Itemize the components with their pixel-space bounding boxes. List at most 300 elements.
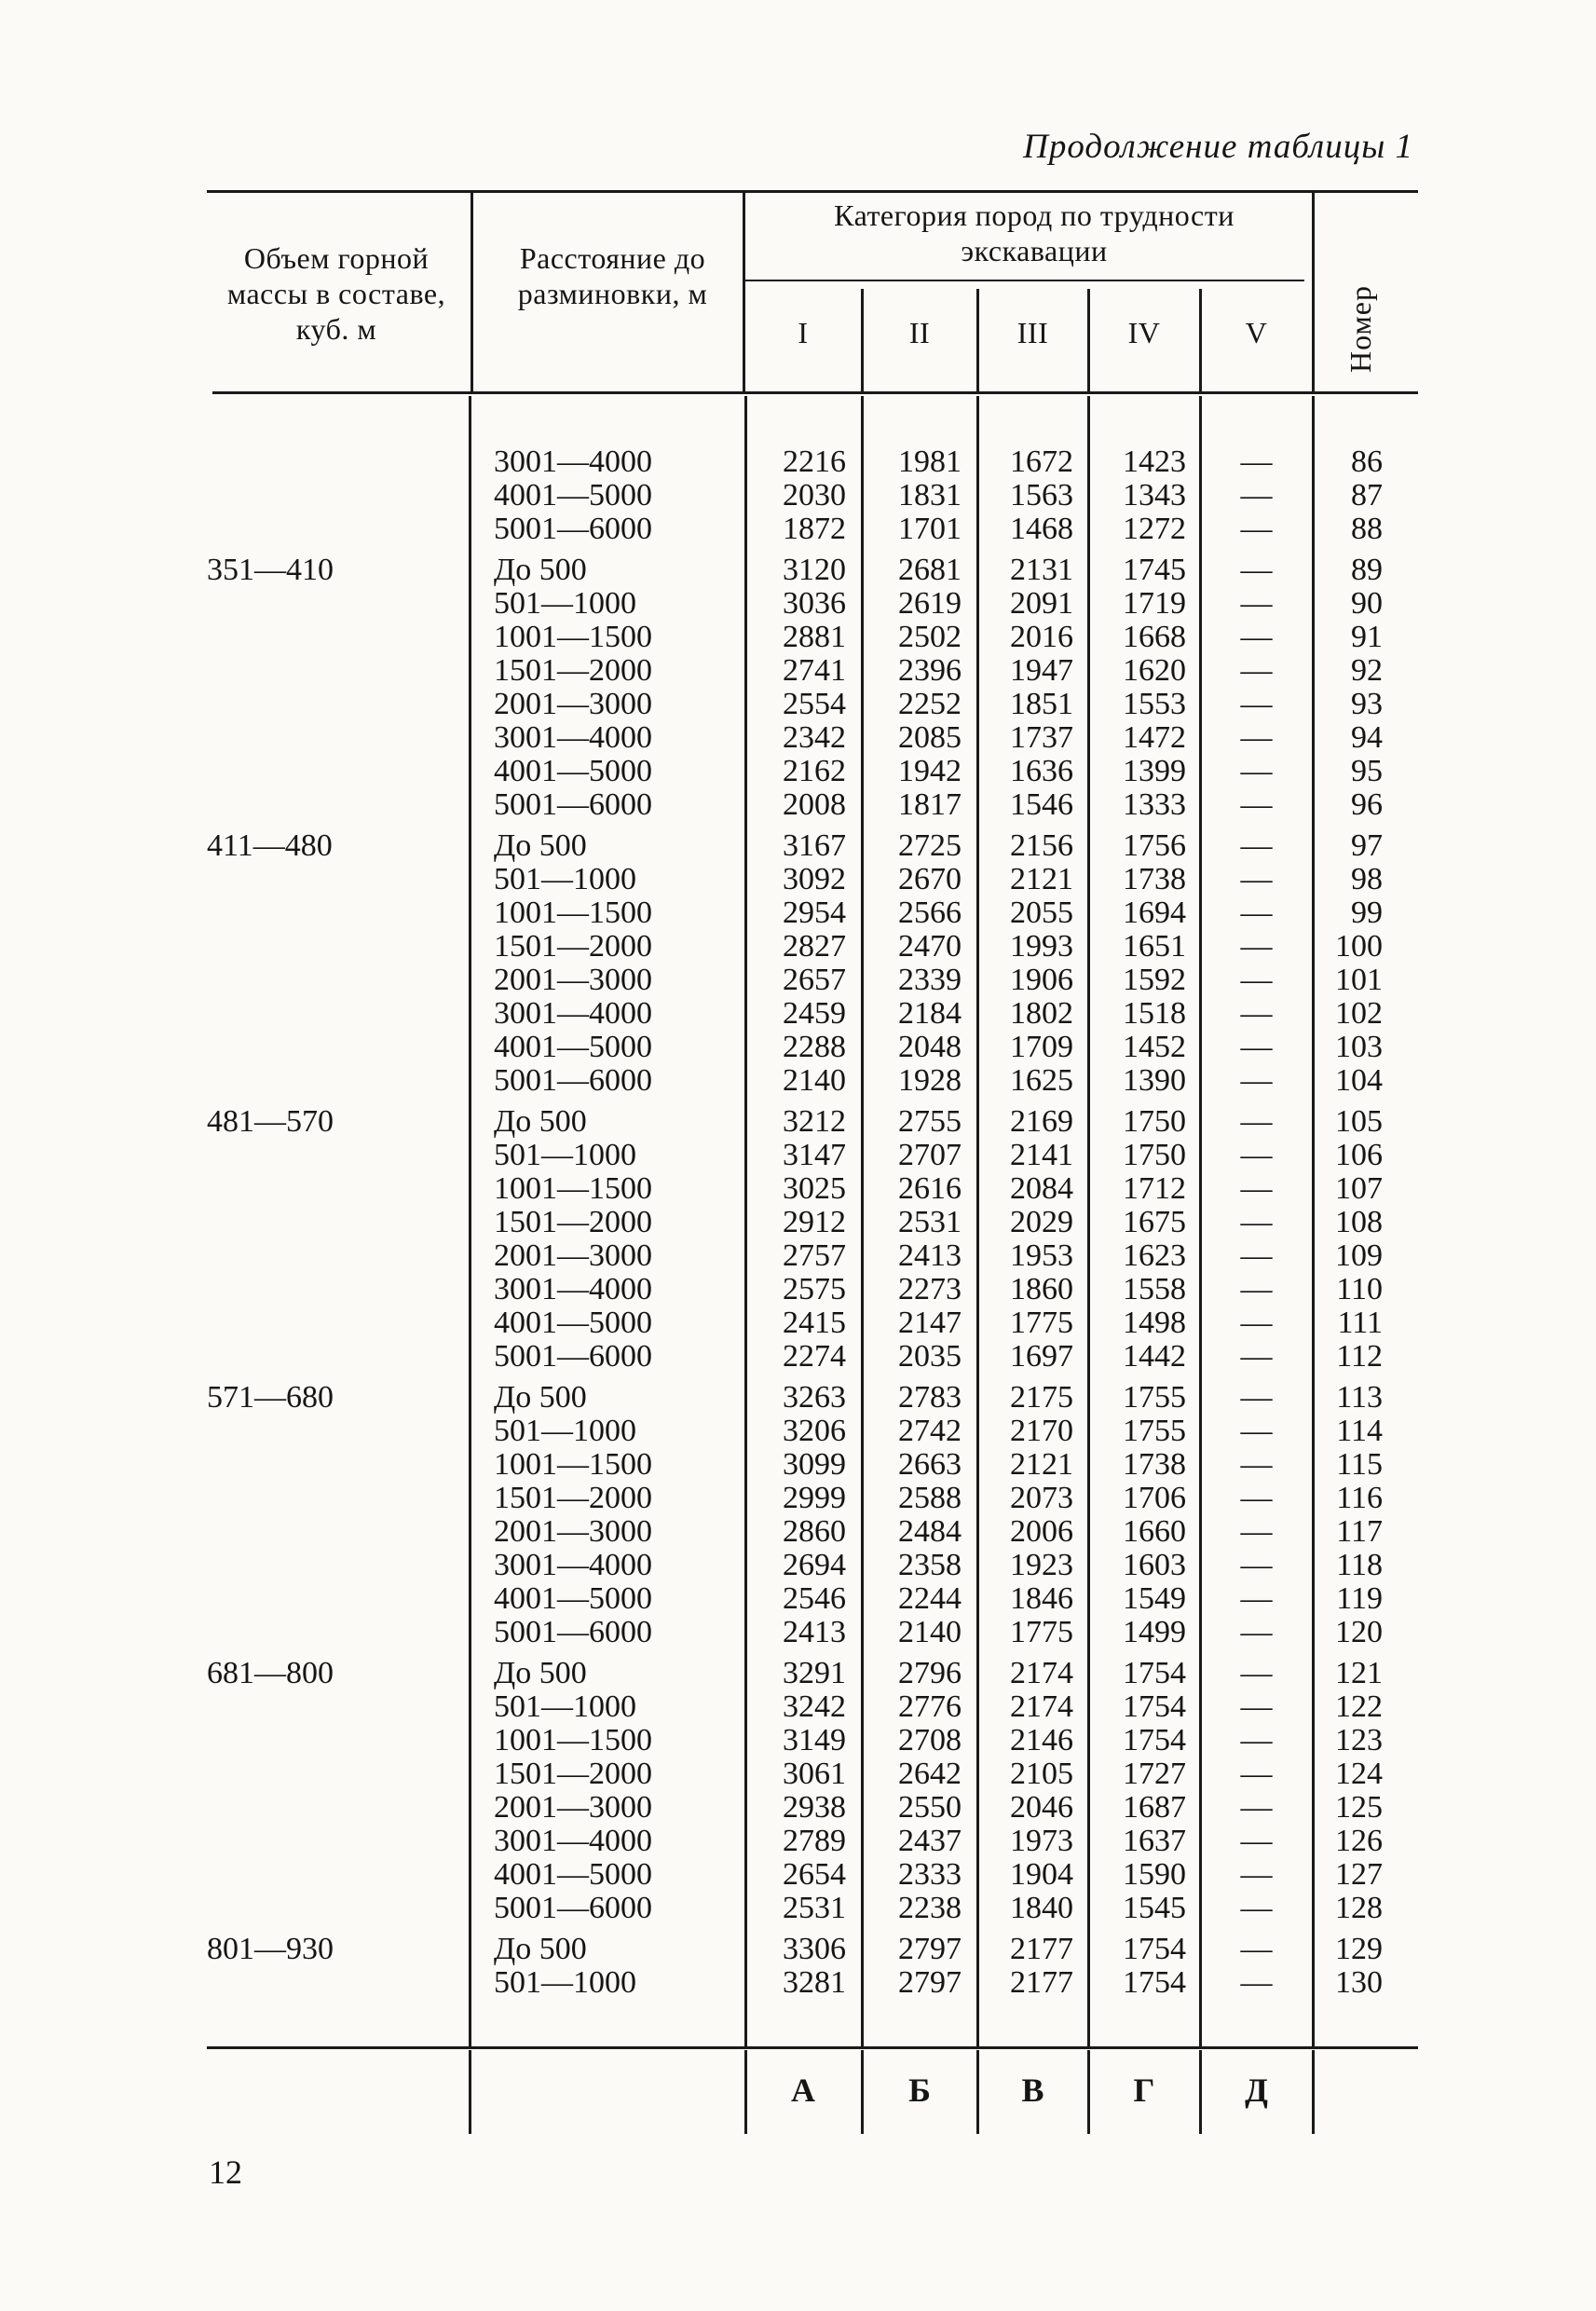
category-2-cell: 1942 xyxy=(898,754,962,788)
distance-cell: 2001—3000 xyxy=(494,1514,652,1549)
category-3-cell: 1906 xyxy=(1010,963,1073,997)
header-bottom-rule xyxy=(212,391,1418,394)
category-rule xyxy=(745,280,1304,281)
category-2-cell: 2681 xyxy=(898,553,962,587)
number-cell: 110 xyxy=(1336,1272,1383,1306)
category-5-cell: — xyxy=(1240,862,1273,896)
category-4-cell: 1754 xyxy=(1123,1932,1186,1966)
category-1-cell: 2162 xyxy=(783,754,846,788)
category-1-cell: 2654 xyxy=(783,1857,846,1892)
category-5-cell: — xyxy=(1240,1030,1273,1064)
distance-cell: 3001—4000 xyxy=(494,1824,652,1858)
category-5-cell: — xyxy=(1240,720,1273,755)
header-category-group: Категория пород по трудности экскавации xyxy=(834,198,1235,267)
distance-cell: 1501—2000 xyxy=(494,1481,652,1515)
number-cell: 87 xyxy=(1351,478,1383,513)
category-3-cell: 1672 xyxy=(1010,444,1073,479)
category-2-cell: 2396 xyxy=(898,653,962,688)
category-2-cell: 2184 xyxy=(898,996,962,1031)
category-5-cell: — xyxy=(1240,1481,1273,1515)
number-cell: 105 xyxy=(1335,1104,1383,1139)
distance-cell: 1501—2000 xyxy=(494,1757,652,1791)
category-1-cell: 2694 xyxy=(783,1548,846,1582)
category-4-cell: 1553 xyxy=(1123,687,1186,721)
category-4-cell: 1750 xyxy=(1123,1138,1186,1172)
category-1-cell: 3206 xyxy=(783,1414,846,1448)
number-cell: 126 xyxy=(1335,1824,1383,1858)
category-4-cell: 1754 xyxy=(1123,1965,1186,2000)
volume-cell: 571—680 xyxy=(207,1380,334,1415)
category-3-cell: 2121 xyxy=(1010,862,1073,896)
distance-cell: 4001—5000 xyxy=(494,754,652,788)
category-4-cell: 1549 xyxy=(1123,1581,1186,1616)
category-2-cell: 2333 xyxy=(898,1857,962,1892)
category-4-cell: 1745 xyxy=(1123,553,1186,587)
category-3-cell: 2091 xyxy=(1010,586,1073,621)
category-5-cell: — xyxy=(1240,1104,1273,1139)
number-cell: 106 xyxy=(1335,1138,1383,1172)
category-1-cell: 2881 xyxy=(783,620,846,654)
distance-cell: 3001—4000 xyxy=(494,444,652,479)
category-1-cell: 3036 xyxy=(783,586,846,621)
header-cat-1: I xyxy=(798,316,809,349)
category-3-cell: 2170 xyxy=(1010,1414,1073,1448)
category-2-cell: 2244 xyxy=(898,1581,962,1616)
number-cell: 120 xyxy=(1335,1615,1383,1649)
category-3-cell: 2131 xyxy=(1010,553,1073,587)
footer-letter-b: Б xyxy=(908,2072,931,2109)
category-2-cell: 1817 xyxy=(898,787,962,822)
top-rule xyxy=(207,190,1418,193)
header-distance: Расстояние до разминовки, м xyxy=(517,241,708,310)
category-2-cell: 2708 xyxy=(898,1723,962,1757)
category-1-cell: 3025 xyxy=(783,1171,846,1206)
category-4-cell: 1738 xyxy=(1123,862,1186,896)
number-cell: 130 xyxy=(1335,1965,1383,2000)
distance-cell: 3001—4000 xyxy=(494,1548,652,1582)
category-5-cell: — xyxy=(1240,1138,1273,1172)
number-cell: 102 xyxy=(1335,996,1383,1031)
category-1-cell: 2912 xyxy=(783,1205,846,1239)
category-1-cell: 2274 xyxy=(783,1339,846,1374)
category-4-cell: 1651 xyxy=(1123,929,1186,964)
category-4-cell: 1590 xyxy=(1123,1857,1186,1892)
header-cat-3: III xyxy=(1016,316,1049,349)
category-1-cell: 2827 xyxy=(783,929,846,964)
category-1-cell: 3263 xyxy=(783,1380,846,1415)
category-1-cell: 2288 xyxy=(783,1030,846,1064)
category-4-cell: 1754 xyxy=(1123,1723,1186,1757)
header-cat-2: II xyxy=(908,316,931,349)
volume-cell: 801—930 xyxy=(207,1932,334,1966)
number-cell: 93 xyxy=(1351,687,1383,721)
category-5-cell: — xyxy=(1240,896,1273,930)
category-2-cell: 2502 xyxy=(898,620,962,654)
header-cat-4: IV xyxy=(1127,316,1161,349)
number-cell: 92 xyxy=(1351,653,1383,688)
category-2-cell: 2358 xyxy=(898,1548,962,1582)
category-4-cell: 1452 xyxy=(1123,1030,1186,1064)
category-5-cell: — xyxy=(1240,828,1273,863)
category-2-cell: 2588 xyxy=(898,1481,962,1515)
category-4-cell: 1399 xyxy=(1123,754,1186,788)
category-4-cell: 1675 xyxy=(1123,1205,1186,1239)
category-5-cell: — xyxy=(1240,1380,1273,1415)
category-4-cell: 1272 xyxy=(1123,512,1186,546)
category-5-cell: — xyxy=(1240,754,1273,788)
category-2-cell: 2470 xyxy=(898,929,962,964)
number-cell: 115 xyxy=(1336,1447,1383,1482)
category-3-cell: 1851 xyxy=(1010,687,1073,721)
category-5-cell: — xyxy=(1240,586,1273,621)
volume-cell: 481—570 xyxy=(207,1104,334,1139)
distance-cell: 501—1000 xyxy=(494,1965,636,2000)
footer-letter-d: Д xyxy=(1245,2072,1268,2109)
foot-divider-number xyxy=(1312,2050,1315,2134)
number-cell: 118 xyxy=(1336,1548,1383,1582)
category-5-cell: — xyxy=(1240,1238,1273,1273)
category-5-cell: — xyxy=(1240,478,1273,513)
number-cell: 127 xyxy=(1335,1857,1383,1892)
category-2-cell: 2725 xyxy=(898,828,962,863)
category-2-cell: 2566 xyxy=(898,896,962,930)
category-1-cell: 2657 xyxy=(783,963,846,997)
distance-cell: 4001—5000 xyxy=(494,1857,652,1892)
header-cat-5: V xyxy=(1245,316,1268,349)
page-number: 12 xyxy=(209,2154,242,2191)
volume-cell: 411—480 xyxy=(207,828,333,863)
category-2-cell: 2616 xyxy=(898,1171,962,1206)
number-cell: 129 xyxy=(1335,1932,1383,1966)
category-2-cell: 2783 xyxy=(898,1380,962,1415)
category-1-cell: 3092 xyxy=(783,862,846,896)
category-5-cell: — xyxy=(1240,1965,1273,2000)
category-1-cell: 3147 xyxy=(783,1138,846,1172)
category-1-cell: 2459 xyxy=(783,996,846,1031)
category-5-cell: — xyxy=(1240,1063,1273,1098)
distance-cell: 1001—1500 xyxy=(494,1447,652,1482)
distance-cell: 3001—4000 xyxy=(494,720,652,755)
category-5-cell: — xyxy=(1240,1932,1273,1966)
distance-cell: 1501—2000 xyxy=(494,1205,652,1239)
distance-cell: 4001—5000 xyxy=(494,1306,652,1340)
number-cell: 91 xyxy=(1351,620,1383,654)
number-cell: 97 xyxy=(1351,828,1383,863)
category-5-cell: — xyxy=(1240,1615,1273,1649)
number-cell: 109 xyxy=(1335,1238,1383,1273)
category-1-cell: 3242 xyxy=(783,1689,846,1724)
category-3-cell: 1993 xyxy=(1010,929,1073,964)
category-4-cell: 1755 xyxy=(1123,1414,1186,1448)
category-1-cell: 2140 xyxy=(783,1063,846,1098)
category-4-cell: 1499 xyxy=(1123,1615,1186,1649)
category-2-cell: 2707 xyxy=(898,1138,962,1172)
distance-cell: 3001—4000 xyxy=(494,996,652,1031)
category-3-cell: 1737 xyxy=(1010,720,1073,755)
category-4-cell: 1668 xyxy=(1123,620,1186,654)
distance-cell: 1501—2000 xyxy=(494,929,652,964)
category-4-cell: 1623 xyxy=(1123,1238,1186,1273)
header-divider-categories xyxy=(743,192,745,391)
number-cell: 100 xyxy=(1335,929,1383,964)
distance-cell: 5001—6000 xyxy=(494,512,652,546)
category-4-cell: 1719 xyxy=(1123,586,1186,621)
category-1-cell: 3167 xyxy=(783,828,846,863)
number-cell: 121 xyxy=(1335,1656,1383,1690)
category-2-cell: 1831 xyxy=(898,478,962,513)
category-1-cell: 2531 xyxy=(783,1891,846,1925)
number-cell: 114 xyxy=(1336,1414,1383,1448)
category-4-cell: 1754 xyxy=(1123,1656,1186,1690)
category-2-cell: 2085 xyxy=(898,720,962,755)
header-divider-distance xyxy=(471,192,473,391)
distance-cell: 4001—5000 xyxy=(494,1030,652,1064)
distance-cell: До 500 xyxy=(494,828,587,863)
volume-cell: 681—800 xyxy=(207,1656,334,1690)
category-1-cell: 2216 xyxy=(783,444,846,479)
category-5-cell: — xyxy=(1240,1514,1273,1549)
category-3-cell: 2029 xyxy=(1010,1205,1073,1239)
category-5-cell: — xyxy=(1240,1447,1273,1482)
category-1-cell: 2938 xyxy=(783,1790,846,1825)
distance-cell: 5001—6000 xyxy=(494,1339,652,1374)
number-cell: 117 xyxy=(1336,1514,1383,1549)
category-2-cell: 2035 xyxy=(898,1339,962,1374)
category-3-cell: 1775 xyxy=(1010,1615,1073,1649)
category-1-cell: 3099 xyxy=(783,1447,846,1482)
category-2-cell: 2755 xyxy=(898,1104,962,1139)
category-5-cell: — xyxy=(1240,653,1273,688)
number-cell: 103 xyxy=(1335,1030,1383,1064)
category-1-cell: 3120 xyxy=(783,553,846,587)
category-1-cell: 2546 xyxy=(783,1581,846,1616)
category-5-cell: — xyxy=(1240,1757,1273,1791)
category-3-cell: 2121 xyxy=(1010,1447,1073,1482)
category-4-cell: 1756 xyxy=(1123,828,1186,863)
category-3-cell: 2141 xyxy=(1010,1138,1073,1172)
number-cell: 101 xyxy=(1335,963,1383,997)
category-5-cell: — xyxy=(1240,1790,1273,1825)
category-4-cell: 1343 xyxy=(1123,478,1186,513)
number-cell: 86 xyxy=(1351,444,1383,479)
distance-cell: 2001—3000 xyxy=(494,687,652,721)
number-cell: 111 xyxy=(1337,1306,1383,1340)
category-1-cell: 2342 xyxy=(783,720,846,755)
category-1-cell: 2413 xyxy=(783,1615,846,1649)
distance-cell: 2001—3000 xyxy=(494,1238,652,1273)
category-3-cell: 2169 xyxy=(1010,1104,1073,1139)
header-divider-number xyxy=(1312,192,1315,391)
category-3-cell: 2174 xyxy=(1010,1689,1073,1724)
category-2-cell: 2619 xyxy=(898,586,962,621)
distance-cell: 4001—5000 xyxy=(494,478,652,513)
header-number-text: Номер xyxy=(1344,285,1377,373)
category-2-cell: 1701 xyxy=(898,512,962,546)
category-1-cell: 3149 xyxy=(783,1723,846,1757)
category-5-cell: — xyxy=(1240,996,1273,1031)
category-4-cell: 1694 xyxy=(1123,896,1186,930)
category-3-cell: 1775 xyxy=(1010,1306,1073,1340)
number-cell: 99 xyxy=(1351,896,1383,930)
number-cell: 112 xyxy=(1336,1339,1383,1374)
distance-cell: 4001—5000 xyxy=(494,1581,652,1616)
category-3-cell: 1904 xyxy=(1010,1857,1073,1892)
number-cell: 90 xyxy=(1351,586,1383,621)
category-2-cell: 2796 xyxy=(898,1656,962,1690)
category-5-cell: — xyxy=(1240,1306,1273,1340)
category-4-cell: 1558 xyxy=(1123,1272,1186,1306)
category-5-cell: — xyxy=(1240,1548,1273,1582)
category-1-cell: 3212 xyxy=(783,1104,846,1139)
number-cell: 123 xyxy=(1335,1723,1383,1757)
category-2-cell: 2048 xyxy=(898,1030,962,1064)
distance-cell: До 500 xyxy=(494,1380,587,1415)
category-4-cell: 1620 xyxy=(1123,653,1186,688)
category-1-cell: 2030 xyxy=(783,478,846,513)
category-2-cell: 2339 xyxy=(898,963,962,997)
category-4-cell: 1687 xyxy=(1123,1790,1186,1825)
foot-divider-distance xyxy=(469,2050,471,2134)
distance-cell: До 500 xyxy=(494,553,587,587)
category-4-cell: 1333 xyxy=(1123,787,1186,822)
category-4-cell: 1660 xyxy=(1123,1514,1186,1549)
number-cell: 124 xyxy=(1335,1757,1383,1791)
category-4-cell: 1390 xyxy=(1123,1063,1186,1098)
category-1-cell: 2954 xyxy=(783,896,846,930)
distance-cell: 501—1000 xyxy=(494,1414,636,1448)
distance-cell: 3001—4000 xyxy=(494,1272,652,1306)
table-caption: Продолжение таблицы 1 xyxy=(1023,128,1413,166)
category-2-cell: 2797 xyxy=(898,1932,962,1966)
category-1-cell: 1872 xyxy=(783,512,846,546)
category-2-cell: 2670 xyxy=(898,862,962,896)
category-5-cell: — xyxy=(1240,1414,1273,1448)
category-3-cell: 2177 xyxy=(1010,1932,1073,1966)
number-cell: 104 xyxy=(1335,1063,1383,1098)
category-1-cell: 2575 xyxy=(783,1272,846,1306)
category-5-cell: — xyxy=(1240,929,1273,964)
category-1-cell: 2008 xyxy=(783,787,846,822)
category-5-cell: — xyxy=(1240,620,1273,654)
category-2-cell: 2484 xyxy=(898,1514,962,1549)
category-3-cell: 2084 xyxy=(1010,1171,1073,1206)
category-1-cell: 2757 xyxy=(783,1238,846,1273)
distance-cell: 5001—6000 xyxy=(494,1063,652,1098)
category-3-cell: 1697 xyxy=(1010,1339,1073,1374)
category-1-cell: 2860 xyxy=(783,1514,846,1549)
category-5-cell: — xyxy=(1240,1824,1273,1858)
category-3-cell: 1468 xyxy=(1010,512,1073,546)
category-3-cell: 1973 xyxy=(1010,1824,1073,1858)
category-3-cell: 1860 xyxy=(1010,1272,1073,1306)
category-2-cell: 2252 xyxy=(898,687,962,721)
category-4-cell: 1738 xyxy=(1123,1447,1186,1482)
category-2-cell: 2797 xyxy=(898,1965,962,2000)
category-2-cell: 2663 xyxy=(898,1447,962,1482)
category-4-cell: 1750 xyxy=(1123,1104,1186,1139)
number-cell: 108 xyxy=(1335,1205,1383,1239)
category-4-cell: 1518 xyxy=(1123,996,1186,1031)
number-cell: 119 xyxy=(1336,1581,1383,1616)
category-5-cell: — xyxy=(1240,1656,1273,1690)
distance-cell: 501—1000 xyxy=(494,1138,636,1172)
category-5-cell: — xyxy=(1240,1891,1273,1925)
category-5-cell: — xyxy=(1240,512,1273,546)
category-4-cell: 1603 xyxy=(1123,1548,1186,1582)
distance-cell: 5001—6000 xyxy=(494,1615,652,1649)
category-1-cell: 3281 xyxy=(783,1965,846,2000)
category-5-cell: — xyxy=(1240,963,1273,997)
distance-cell: 1501—2000 xyxy=(494,653,652,688)
category-5-cell: — xyxy=(1240,1581,1273,1616)
category-3-cell: 2174 xyxy=(1010,1656,1073,1690)
number-cell: 128 xyxy=(1335,1891,1383,1925)
category-4-cell: 1545 xyxy=(1123,1891,1186,1925)
number-cell: 89 xyxy=(1351,553,1383,587)
category-3-cell: 2156 xyxy=(1010,828,1073,863)
distance-cell: 2001—3000 xyxy=(494,963,652,997)
distance-cell: 1001—1500 xyxy=(494,1171,652,1206)
distance-cell: До 500 xyxy=(494,1932,587,1966)
number-cell: 125 xyxy=(1335,1790,1383,1825)
category-3-cell: 1953 xyxy=(1010,1238,1073,1273)
category-3-cell: 1563 xyxy=(1010,478,1073,513)
category-3-cell: 2016 xyxy=(1010,620,1073,654)
category-2-cell: 2238 xyxy=(898,1891,962,1925)
category-4-cell: 1637 xyxy=(1123,1824,1186,1858)
category-4-cell: 1712 xyxy=(1123,1171,1186,1206)
category-3-cell: 2073 xyxy=(1010,1481,1073,1515)
category-2-cell: 2273 xyxy=(898,1272,962,1306)
category-3-cell: 2177 xyxy=(1010,1965,1073,2000)
footer-rule xyxy=(207,2046,1418,2049)
category-1-cell: 2999 xyxy=(783,1481,846,1515)
distance-cell: 1001—1500 xyxy=(494,1723,652,1757)
category-4-cell: 1754 xyxy=(1123,1689,1186,1724)
category-3-cell: 1636 xyxy=(1010,754,1073,788)
category-5-cell: — xyxy=(1240,1723,1273,1757)
category-4-cell: 1592 xyxy=(1123,963,1186,997)
number-cell: 107 xyxy=(1335,1171,1383,1206)
category-3-cell: 2146 xyxy=(1010,1723,1073,1757)
body-divider-distance xyxy=(469,396,471,2046)
category-3-cell: 1625 xyxy=(1010,1063,1073,1098)
number-cell: 116 xyxy=(1336,1481,1383,1515)
category-3-cell: 1802 xyxy=(1010,996,1073,1031)
category-2-cell: 2642 xyxy=(898,1757,962,1791)
category-1-cell: 3061 xyxy=(783,1757,846,1791)
category-2-cell: 1981 xyxy=(898,444,962,479)
category-3-cell: 2046 xyxy=(1010,1790,1073,1825)
category-5-cell: — xyxy=(1240,787,1273,822)
category-5-cell: — xyxy=(1240,1689,1273,1724)
header-number xyxy=(1334,252,1390,373)
category-2-cell: 2140 xyxy=(898,1615,962,1649)
category-5-cell: — xyxy=(1240,1339,1273,1374)
category-3-cell: 1846 xyxy=(1010,1581,1073,1616)
distance-cell: 2001—3000 xyxy=(494,1790,652,1825)
distance-cell: 501—1000 xyxy=(494,586,636,621)
distance-cell: 5001—6000 xyxy=(494,1891,652,1925)
category-3-cell: 2105 xyxy=(1010,1757,1073,1791)
category-3-cell: 2175 xyxy=(1010,1380,1073,1415)
category-1-cell: 3306 xyxy=(783,1932,846,1966)
category-5-cell: — xyxy=(1240,1205,1273,1239)
category-2-cell: 2550 xyxy=(898,1790,962,1825)
category-5-cell: — xyxy=(1240,1171,1273,1206)
number-cell: 88 xyxy=(1351,512,1383,546)
category-5-cell: — xyxy=(1240,687,1273,721)
